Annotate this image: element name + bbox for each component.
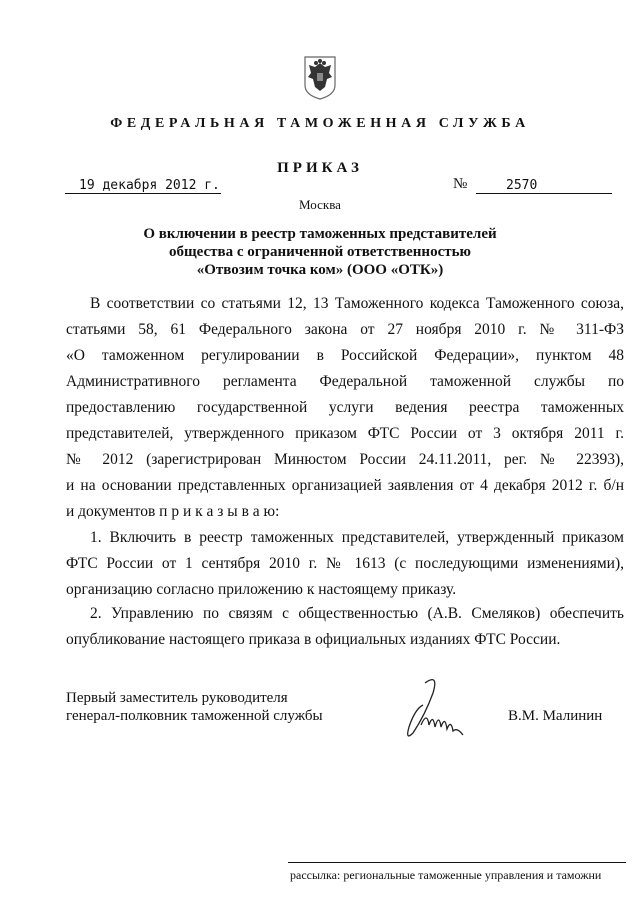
- signatory-position-line2: генерал-полковник таможенной службы: [66, 708, 323, 724]
- item-line: 1. Включить в реестр таможенных представителей, утвержденный приказом: [90, 529, 624, 546]
- preamble-line: и на основании представленных организацией заявления от 4 декабря 2012 г. б/н: [66, 477, 624, 494]
- signatory-position-line1: Первый заместитель руководителя: [66, 690, 288, 706]
- agency-name: ФЕДЕРАЛЬНАЯ ТАМОЖЕННАЯ СЛУЖБА: [110, 116, 530, 131]
- item-line: опубликование настоящего приказа в официальных изданиях ФТС России.: [66, 631, 561, 648]
- preamble-line: В соответствии со статьями 12, 13 Таможенного кодекса Таможенного союза,: [90, 295, 624, 312]
- item-line: 2. Управлению по связям с общественностью (А.В. Смеляков) обеспечить: [90, 605, 624, 622]
- signatory-name: В.М. Малинин: [508, 708, 603, 724]
- document-date: 19 декабря 2012 г.: [65, 178, 221, 194]
- item-line: ФТС России от 1 сентября 2010 г. № 1613 (с последующими изменениями),: [66, 555, 624, 572]
- title-line: общества с ограниченной ответственностью: [169, 244, 471, 260]
- preamble-line: предоставлению государственной услуги ведения реестра таможенных: [66, 399, 624, 416]
- title-line: О включении в реестр таможенных представителей: [143, 226, 497, 242]
- title-line: «Отвозим точка ком» (ООО «ОТК»): [196, 262, 444, 278]
- preamble-line: статьями 58, 61 Федерального закона от 27 ноября 2010 г. № 311-ФЗ: [66, 321, 624, 338]
- preamble-line: «О таможенном регулировании в Российской Федерации», пунктом 48: [66, 347, 624, 364]
- preamble-line: и документов п р и к а з ы в а ю:: [66, 503, 280, 520]
- item-line: организацию согласно приложению к настоящему приказу.: [66, 581, 457, 598]
- document-number: 2570: [476, 178, 612, 194]
- handwritten-signature: [395, 675, 475, 745]
- footer-divider: [288, 862, 626, 863]
- distribution-list: рассылка: региональные таможенные управления и таможни: [290, 868, 602, 882]
- preamble-line: Административного регламента Федеральной таможенной службы по: [66, 373, 624, 390]
- preamble-line: представителей, утвержденного приказом ФТС России от 3 октября 2011 г.: [66, 425, 624, 442]
- document-type: ПРИКАЗ: [277, 160, 363, 176]
- city: Москва: [299, 197, 341, 212]
- number-sign: №: [453, 176, 468, 192]
- coat-of-arms-emblem: [303, 55, 337, 101]
- preamble-line: № 2012 (зарегистрирован Минюстом России 24.11.2011, рег. № 22393),: [66, 451, 624, 468]
